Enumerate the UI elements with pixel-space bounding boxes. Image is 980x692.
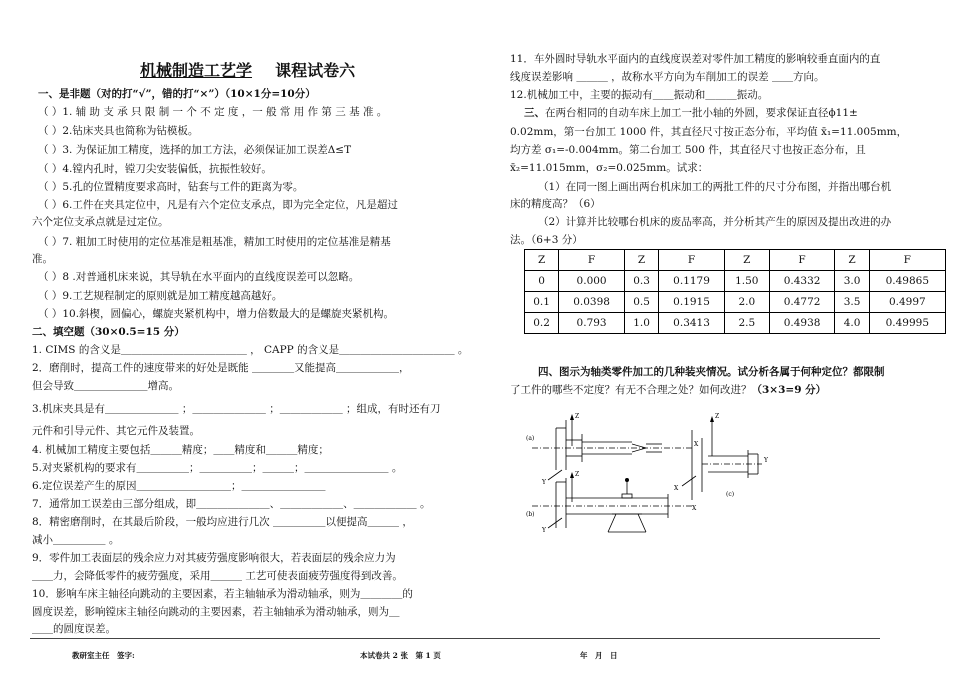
exam-title-sub: 课程试卷六 — [275, 61, 356, 80]
table-header-cell: Z — [835, 250, 869, 271]
fill-line-2b: 但会导致＿＿＿＿＿＿＿增高。 — [32, 380, 179, 392]
figure-axis-x-a: X — [694, 441, 699, 448]
footer-divider — [30, 638, 880, 639]
table-row — [525, 313, 946, 334]
table-cell: 0.793 — [559, 313, 625, 334]
table-cell: 0.3413 — [659, 313, 725, 334]
fill-line-11: 11．车外圆时导轨水平面内的直线度误差对零件加工精度的影响较垂直面内的直 — [510, 53, 881, 65]
fill-line-11b: 线度误差影响 ＿＿＿ ，故称水平方向为车削加工的误差 ＿＿方向。 — [510, 71, 825, 83]
tf-line-7b: 准。 — [32, 253, 53, 265]
tf-line-1: （ ）1. 辅 助 支 承 只 限 制 一 个 不 定 度 ，一 般 常 用 作 第 三 基 准 。 — [38, 106, 388, 118]
table-header-cell: F — [769, 250, 835, 271]
fill-line-7: 7．通常加工误差由三部分组成，即＿＿＿＿＿＿＿、＿＿＿＿＿＿、＿＿＿＿＿＿ 。 — [32, 498, 431, 510]
tf-line-6b: 六个定位支承点就是过定位。 — [32, 216, 169, 228]
section3-line-3: 均方差 σ₁=-0.004mm。第二台加工 500 件，其直径尺寸也按正态分布，且 — [510, 144, 866, 156]
footer-signature: 教研室主任 签字: — [72, 651, 135, 660]
table-row — [525, 292, 946, 313]
table-cell: 0.1179 — [659, 271, 725, 292]
table-header-cell: Z — [525, 250, 559, 271]
fill-line-3: 3.机床夹具是有＿＿＿＿＿＿＿ ；＿＿＿＿＿＿＿ ；＿＿＿＿＿＿ ；组成，有时还有刀 — [32, 403, 441, 415]
fixture-figure — [512, 410, 780, 538]
exam-title-main: 机械制造工艺学 — [140, 61, 253, 80]
section2-header: 二、填空题（30×0.5=15 分） — [32, 326, 185, 338]
fill-line-8b: 减小＿＿＿＿＿ 。 — [32, 534, 120, 546]
table-cell: 1.50 — [724, 271, 769, 292]
table-cell: 0.2 — [525, 313, 559, 334]
table-cell: 0 — [525, 271, 559, 292]
table-header-cell: Z — [624, 250, 658, 271]
fill-line-9: 9．零件加工表面层的残余应力对其疲劳强度影响很大，若表面层的残余应力为 — [32, 552, 396, 564]
table-cell: 0.000 — [559, 271, 625, 292]
table-cell: 0.1 — [525, 292, 559, 313]
tf-line-8: （ ）8 .对普通机床来说，其导轨在水平面内的直线度误差可以忽略。 — [38, 271, 360, 283]
table-cell: 4.0 — [835, 313, 869, 334]
table-cell: 3.5 — [835, 292, 869, 313]
table-header-row — [525, 250, 946, 271]
figure-axis-z-a: Z — [575, 413, 580, 420]
section3-line-8: 法。（6+3 分） — [510, 234, 583, 246]
section4-line-2: 了工件的哪些不定度？有无不合理之处？如何改进？（3×3=9 分） — [510, 384, 827, 396]
tf-line-10: （ ）10.斜楔，圆偏心，螺旋夹紧机构中，增力倍数最大的是螺旋夹紧机构。 — [38, 308, 395, 320]
tf-line-2: （ ）2.钻床夹具也简称为钻模板。 — [38, 125, 199, 137]
table-header-cell: Z — [724, 250, 769, 271]
table-cell: 0.4938 — [769, 313, 835, 334]
table-header-cell: F — [659, 250, 725, 271]
table-header-cell: F — [559, 250, 625, 271]
tf-line-4: （ ）4.镗内孔时，镗刀尖安装偏低，抗振性较好。 — [38, 163, 272, 175]
tf-line-9: （ ）9.工艺规程制定的原则就是加工精度越高越好。 — [38, 290, 283, 302]
fill-line-1: 1. CIMS 的含义是＿＿＿＿＿＿＿＿＿＿＿＿ ， CAPP 的含义是＿＿＿＿＿＿＿＿＿＿＿ 。 — [32, 344, 469, 356]
section3-line-5: （1）在同一图上画出两台机床加工的两批工件的尺寸分布图，并指出哪台机 — [538, 181, 892, 193]
figure-label-c: (c) — [726, 491, 735, 498]
figure-label-b: (b) — [526, 511, 535, 518]
tf-line-3: （ ）3. 为保证加工精度，选择的加工方法，必须保证加工误差Δ≤T — [38, 144, 352, 156]
section3-line-1: 三、在两台相同的自动车床上加工一批小轴的外圆，要求保证直径ϕ11± — [524, 107, 858, 119]
fill-line-3b: 元件和引导元件、其它元件及装置。 — [32, 425, 200, 437]
fill-line-8: 8．精密磨削时，在其最后阶段，一般均应进行几次 ＿＿＿＿＿以便提高＿＿＿ ， — [32, 516, 413, 528]
figure-axis-z-b: Z — [575, 471, 580, 478]
fill-line-6: 6.定位误差产生的原因＿＿＿＿＿＿＿＿＿；＿＿＿＿＿＿＿＿ — [32, 480, 326, 492]
figure-axis-y-b: Y — [542, 527, 546, 534]
tf-line-7: （ ）7. 粗加工时使用的定位基准是粗基准，精加工时使用的定位基准是精基 — [38, 236, 391, 248]
table-cell: 0.1915 — [659, 292, 725, 313]
exam-title — [140, 58, 355, 81]
figure-axis-x-b: X — [692, 505, 697, 512]
table-cell: 0.49865 — [869, 271, 945, 292]
section3-line-2: 0.02mm，第一台加工 1000 件，其直径尺寸按正态分布，平均值 x̄₁=11.005mm， — [510, 126, 908, 138]
fill-line-9b: ＿＿力，会降低零件的疲劳强度，采用＿＿＿ 工艺可使表面疲劳强度得到改善。 — [32, 570, 403, 582]
fill-line-10b: 圆度误差，影响镗床主轴径向跳动的主要因素，若主轴轴承为滑动轴承，则为＿ — [32, 606, 400, 618]
figure-axis-y-a: Y — [542, 479, 546, 486]
fill-line-4: 4. 机械加工精度主要包括＿＿＿精度；＿＿精度和＿＿＿精度； — [32, 444, 329, 456]
table-cell: 1.0 — [624, 313, 658, 334]
fill-line-10: 10．影响车床主轴径向跳动的主要因素，若主轴轴承为滑动轴承，则为＿＿＿＿的 — [32, 588, 413, 600]
table-cell: 0.4332 — [769, 271, 835, 292]
table-row — [525, 271, 946, 292]
fill-line-2: 2．磨削时，提高工件的速度带来的好处是既能 ＿＿＿＿又能提高＿＿＿＿＿＿， — [32, 362, 410, 374]
footer-page-info: 本试卷共 2 张 第 1 页 — [360, 651, 441, 660]
footer-date: 年 月 日 — [580, 651, 618, 660]
table-cell: 0.49995 — [869, 313, 945, 334]
fill-line-12: 12.机械加工中，主要的振动有＿＿振动和＿＿＿振动。 — [510, 89, 769, 101]
table-cell: 2.0 — [724, 292, 769, 313]
section3-header: 三、 — [524, 107, 545, 119]
section1-header: 一、是非题（对的打“√”，错的打“×”）（10×1分=10分） — [38, 88, 316, 100]
fill-line-10c: ＿＿的圆度误差。 — [32, 623, 116, 635]
section4-line-1: 四、图示为轴类零件加工的几种装夹情况。试分析各属于何种定位？都限制 — [538, 366, 885, 378]
table-cell: 0.3 — [624, 271, 658, 292]
section4-score: （3×3=9 分） — [751, 384, 827, 396]
figure-axis-z-c: Z — [715, 413, 720, 420]
figure-axis-x-c: X — [674, 485, 679, 492]
table-cell: 2.5 — [724, 313, 769, 334]
section3-line-4: x̄₂=11.015mm，σ₂=0.025mm。试求： — [510, 162, 709, 174]
table-cell: 0.5 — [624, 292, 658, 313]
tf-line-6: （ ）6.工件在夹具定位中，凡是有六个定位支承点，即为完全定位，凡是超过 — [38, 199, 398, 211]
table-cell: 0.4997 — [869, 292, 945, 313]
section3-line-6: 床的精度高？（6） — [510, 198, 601, 210]
normal-distribution-table — [524, 249, 946, 334]
figure-label-a: (a) — [526, 435, 535, 442]
section3-line-7: （2）计算并比较哪台机床的废品率高，并分析其产生的原因及提出改进的办 — [538, 216, 892, 228]
figure-axis-y-c: Y — [764, 457, 768, 464]
table-cell: 3.0 — [835, 271, 869, 292]
fill-line-5: 5.对夹紧机构的要求有＿＿＿＿＿；＿＿＿＿＿；＿＿＿；＿＿＿＿＿＿＿＿ 。 — [32, 462, 403, 474]
tf-line-5: （ ）5.孔的位置精度要求高时，钻套与工件的距离为零。 — [38, 181, 304, 193]
table-header-cell: F — [869, 250, 945, 271]
table-cell: 0.4772 — [769, 292, 835, 313]
table-cell: 0.0398 — [559, 292, 625, 313]
